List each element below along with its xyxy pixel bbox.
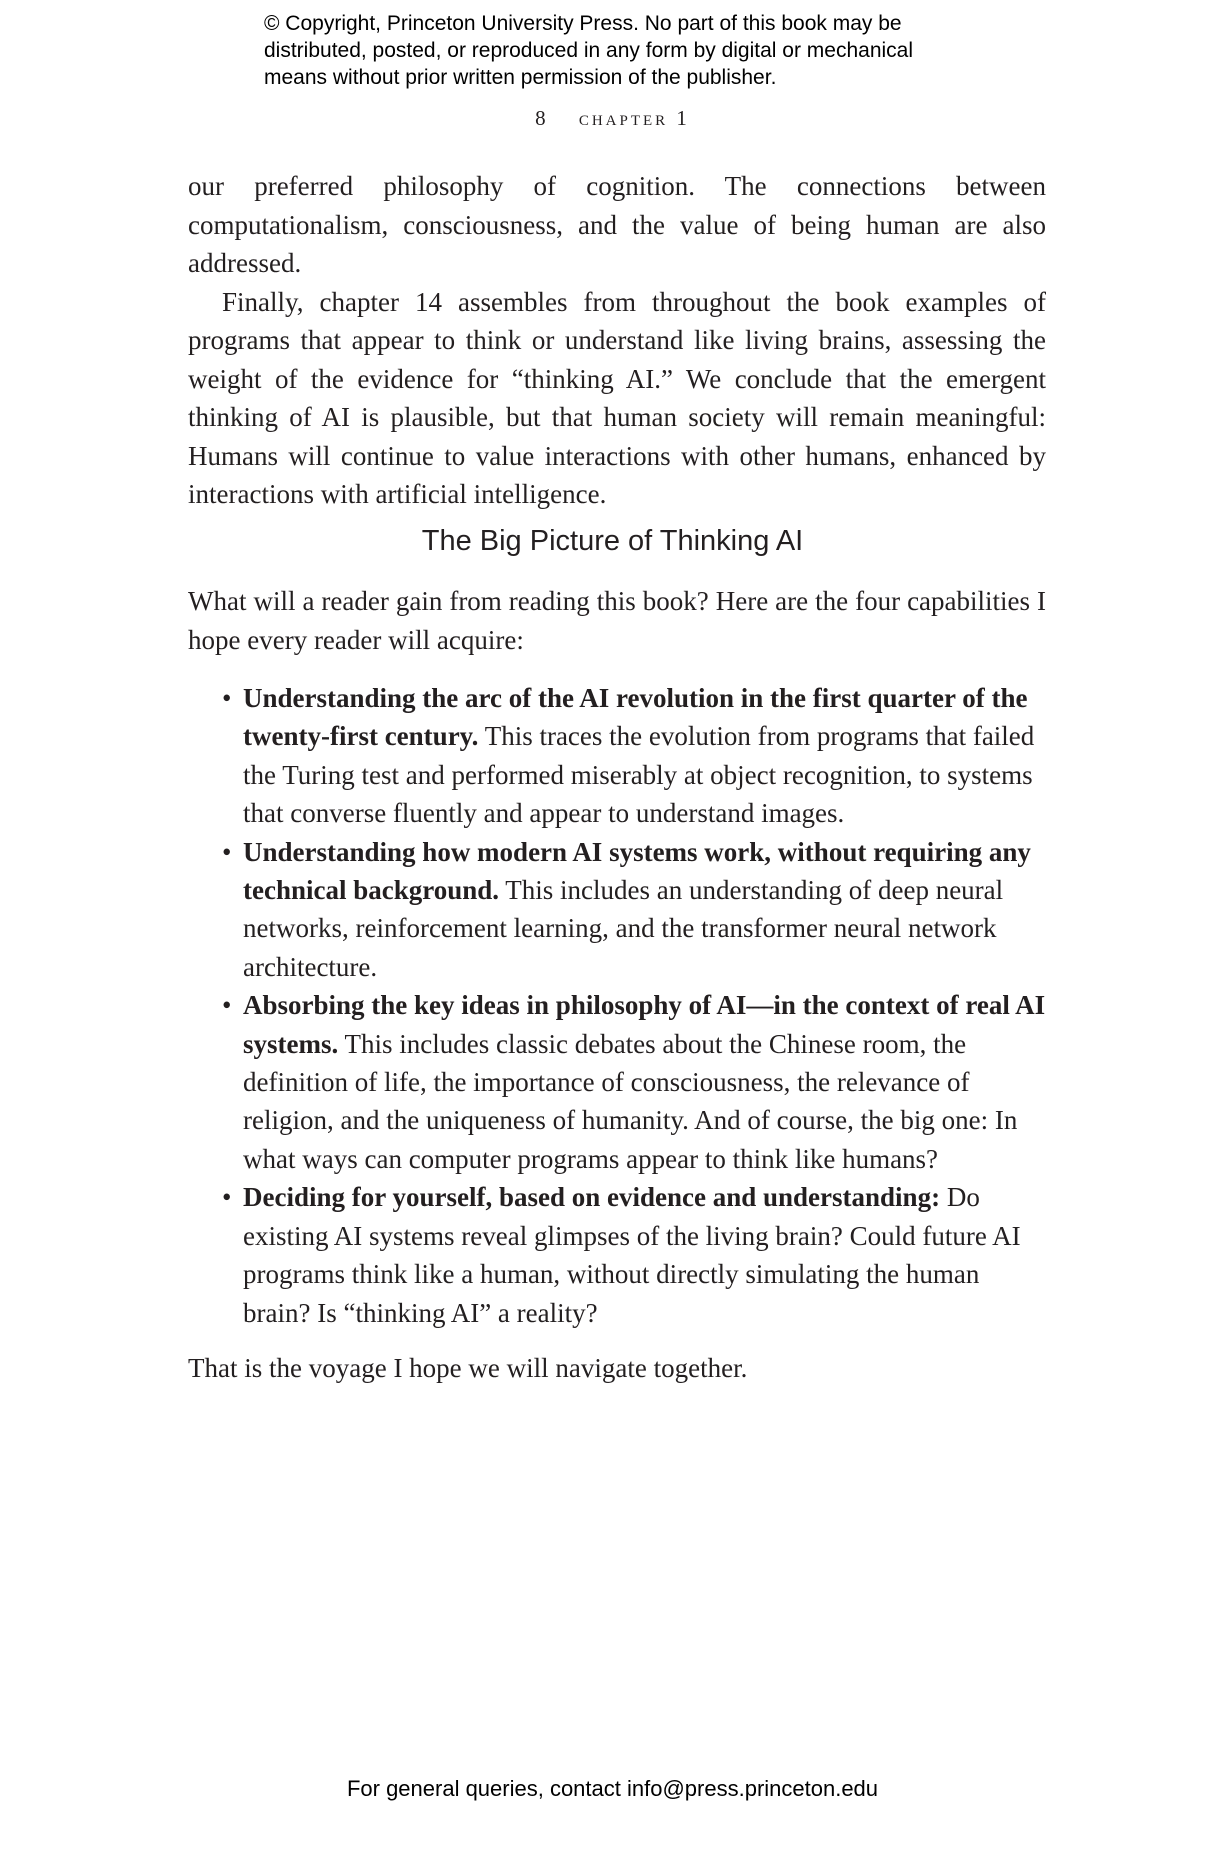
closing-paragraph: That is the voyage I hope we will navigate together.: [188, 1353, 748, 1383]
running-head: [0, 106, 1225, 131]
list-item: [188, 833, 1046, 987]
opening-paragraphs: [188, 167, 1046, 514]
bullet-icon: •: [222, 1182, 232, 1213]
bullet-icon: •: [222, 683, 232, 713]
bullet-icon: •: [222, 990, 232, 1021]
closing-paragraph-block: [188, 1349, 1046, 1388]
list-item-text: This traces the evolution from programs that failed the Turing test and performed miserably at object recognition, to systems that converse fluently and appear to understand images.: [243, 721, 1035, 829]
copyright-line-3: means without prior written permission of the publisher.: [264, 66, 777, 89]
list-item-lead: Absorbing the key ideas in philosophy of AI—in the context of real AI systems.: [243, 990, 1046, 1059]
section-intro: [188, 582, 1046, 659]
list-item: [188, 1178, 1046, 1332]
list-item-lead: Understanding the arc of the AI revolution in the first quarter of the twenty-first century.: [243, 683, 1028, 752]
copyright-notice: [264, 10, 1024, 91]
page-number: 8: [535, 106, 549, 130]
list-item-text: This includes classic debates about the Chinese room, the definition of life, the importance of consciousness, the relevance of religion, and the uniqueness of humanity. And of course, the big one: In what ways can computer programs appear to think like humans?: [243, 1028, 1018, 1174]
capabilities-list: [188, 679, 1046, 1332]
list-item: [188, 986, 1046, 1178]
copyright-line-1: © Copyright, Princeton University Press. No part of this book may be: [264, 12, 902, 35]
section-heading: The Big Picture of Thinking AI: [421, 525, 804, 557]
list-item-lead: Deciding for yourself, based on evidence and understanding:: [243, 1182, 941, 1213]
list-item: [188, 679, 1046, 833]
bullet-icon: •: [222, 836, 232, 867]
paragraph-chapter-14: Finally, chapter 14 assembles from throughout the book examples of programs that appear to think or understand like living brains, assessing the weight of the evidence for “thinking AI.” We conclude that the emergent thinking of AI is plausible, but that human society will remain meaningful: Humans will continue to value interactions with other humans, enhanced by interactions with artificial intelligence.: [188, 286, 1046, 509]
paragraph-continued: our preferred philosophy of cognition. The connections between computationalism, consciousness, and the value of being human are also addressed.: [188, 171, 1046, 278]
copyright-line-2: distributed, posted, or reproduced in any form by digital or mechanical: [264, 39, 914, 62]
intro-paragraph: What will a reader gain from reading this book? Here are the four capabilities I hope every reader will acquire:: [188, 586, 1046, 655]
list-item-text: This includes an understanding of deep neural networks, reinforcement learning, and the transformer neural network architecture.: [243, 875, 1004, 982]
footer-contact: For general queries, contact info@press.princeton.edu: [346, 1776, 879, 1801]
list-item-text: Do existing AI systems reveal glimpses of the living brain? Could future AI programs think like a human, without directly simulating the human brain? Is “thinking AI” a reality?: [243, 1182, 1021, 1328]
list-item-lead: Understanding how modern AI systems work, without requiring any technical background.: [243, 836, 1031, 906]
chapter-label: chapter 1: [578, 106, 690, 130]
